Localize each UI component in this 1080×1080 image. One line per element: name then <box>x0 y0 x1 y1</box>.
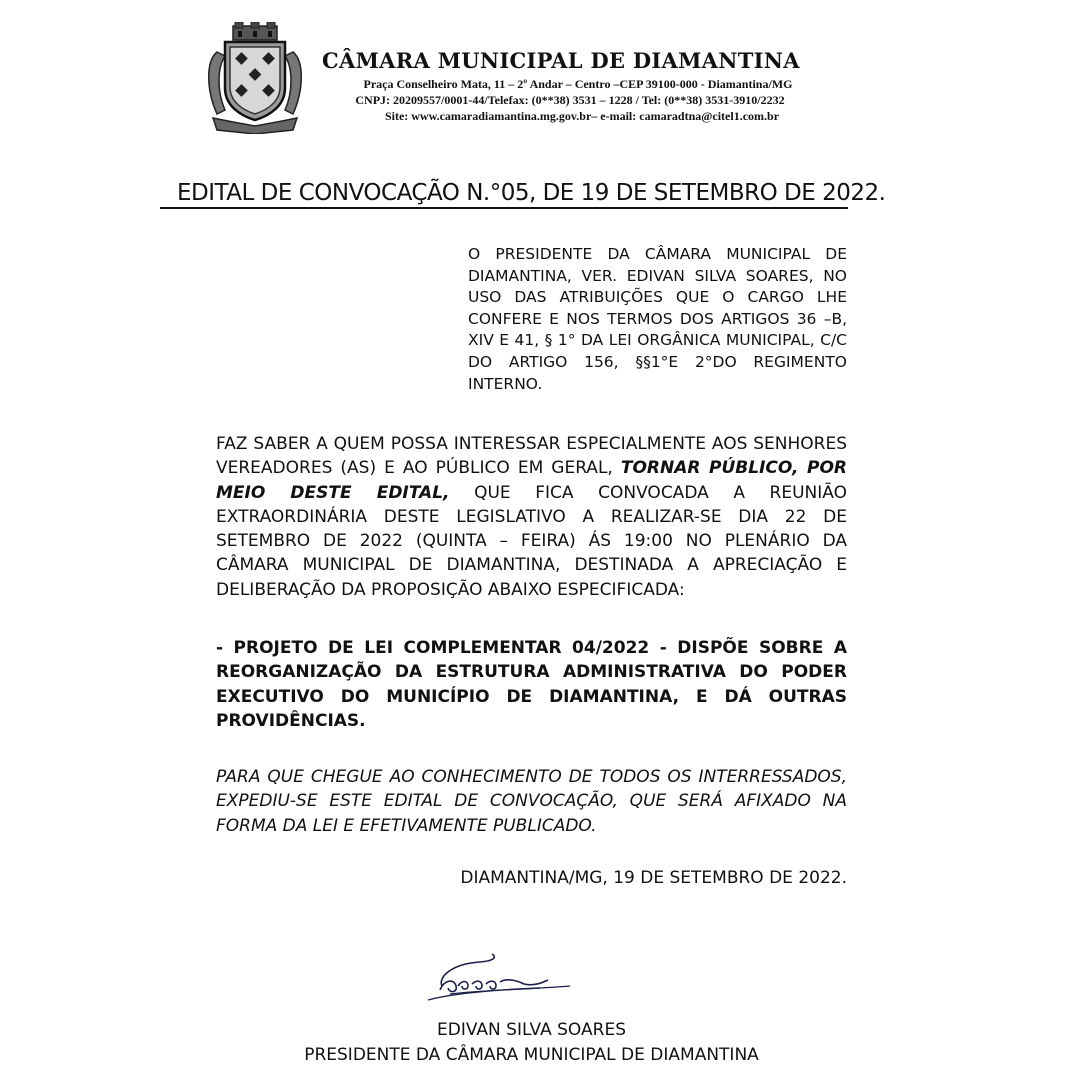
preamble-paragraph: O PRESIDENTE DA CÂMARA MUNICIPAL DE DIAMANTINA, VER. EDIVAN SILVA SOARES, NO USO DAS ATRIBUIÇÕES QUE O CARGO LHE CONFERE E NOS TERMOS DOS ARTIGOS 36 –B, XIV E 41, § 1° DA LEI ORGÂNICA MUNICIPAL, C/C DO ARTIGO 156, §§1°E 2°DO REGIMENTO INTERNO. <box>468 245 847 393</box>
institution-address: Praça Conselheiro Mata, 11 – 2º Andar – Centro –CEP 39100-000 - Diamantina/MG <box>363 77 793 91</box>
coat-of-arms-icon <box>203 22 307 134</box>
institution-contacts: CNPJ: 20209557/0001-44/Telefax: (0**38) 3531 – 1228 / Tel: (0**38) 3531-3910/2232 <box>355 93 785 107</box>
announcement-paragraph <box>216 432 847 602</box>
publication-paragraph: PARA QUE CHEGUE AO CONHECIMENTO DE TODOS OS INTERRESSADOS, EXPEDIU-SE ESTE EDITAL DE CONVOCAÇÃO, QUE SERÁ AFIXADO NA FORMA DA LEI E EFETIVAMENTE PUBLICADO. <box>216 767 847 836</box>
announcement-emphasis: TORNAR PÚBLICO, POR MEIO DESTE EDITAL, <box>216 458 847 503</box>
institution-name: CÂMARA MUNICIPAL DE DIAMANTINA <box>322 48 800 73</box>
title-underline <box>160 207 848 209</box>
signatory-role: PRESIDENTE DA CÂMARA MUNICIPAL DE DIAMANTINA <box>304 1045 759 1065</box>
handwritten-signature <box>420 950 580 1010</box>
place-and-date: DIAMANTINA/MG, 19 DE SETEMBRO DE 2022. <box>460 868 847 888</box>
announcement-text-start: FAZ SABER A QUEM POSSA INTERESSAR ESPECIALMENTE AOS SENHORES VEREADORES (AS) E AO PÚBLICO EM GERAL, <box>216 434 847 479</box>
document-title: EDITAL DE CONVOCAÇÃO N.°05, DE 19 DE SETEMBRO DE 2022. <box>177 180 886 206</box>
announcement-text-end: QUE FICA CONVOCADA A REUNIÃO EXTRAORDINÁRIA DESTE LEGISLATIVO A REALIZAR-SE DIA 22 DE SETEMBRO DE 2022 (QUINTA – FEIRA) ÁS 19:00 NO PLENÁRIO DA CÂMARA MUNICIPAL DE DIAMANTINA, DESTINADA A APRECIAÇÃO E DELIBERAÇÃO DA PROPOSIÇÃO ABAIXO ESPECIFICADA: <box>216 482 847 600</box>
institution-website: Site: www.camaradiamantina.mg.gov.br– e-mail: camaradtna@citel1.com.br <box>384 109 780 123</box>
bill-item-paragraph: - PROJETO DE LEI COMPLEMENTAR 04/2022 - DISPÕE SOBRE A REORGANIZAÇÃO DA ESTRUTURA ADMINISTRATIVA DO PODER EXECUTIVO DO MUNICÍPIO DE DIAMANTINA, E DÁ OUTRAS PROVIDÊNCIAS. <box>216 638 847 731</box>
signatory-name: EDIVAN SILVA SOARES <box>437 1020 626 1040</box>
